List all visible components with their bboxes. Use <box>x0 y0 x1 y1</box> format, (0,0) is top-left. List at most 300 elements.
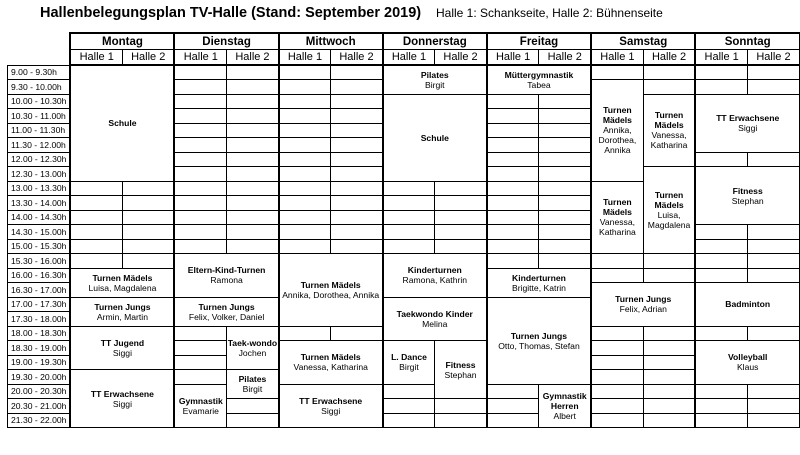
entry-trainer: Vanessa, Katharina <box>599 217 636 238</box>
empty-slot[interactable] <box>122 196 174 211</box>
entry-title: Schule <box>420 132 449 143</box>
hall-header: Halle 2 <box>122 50 174 66</box>
entry-title: Turnen Mädels <box>300 352 361 363</box>
entry-title: Turnen Mädels <box>92 272 153 283</box>
empty-slot[interactable] <box>331 225 383 240</box>
empty-slot[interactable] <box>695 65 747 80</box>
empty-slot[interactable] <box>591 65 643 80</box>
schedule-entry[interactable] <box>695 167 799 225</box>
time-slot: 12.30 - 13.00h <box>8 167 71 182</box>
empty-slot[interactable] <box>643 254 695 269</box>
entry-title: TT Erwachsene <box>90 388 154 399</box>
empty-slot[interactable] <box>331 123 383 138</box>
entry-title: Fitness <box>445 359 476 370</box>
empty-slot[interactable] <box>174 123 226 138</box>
empty-slot[interactable] <box>227 80 279 95</box>
empty-slot[interactable] <box>227 210 279 225</box>
schedule-entry[interactable] <box>70 65 174 181</box>
entry-title: Volleyball <box>727 352 768 363</box>
entry-title: Turnen Mädels <box>602 197 632 218</box>
empty-slot[interactable] <box>331 152 383 167</box>
entry-trainer: Birgit <box>399 362 419 373</box>
empty-slot[interactable] <box>383 181 435 196</box>
entry-trainer: Stephan <box>444 369 477 380</box>
schedule-entry[interactable] <box>539 384 591 428</box>
empty-slot[interactable] <box>435 239 487 254</box>
schedule-entry[interactable] <box>695 341 799 385</box>
empty-slot[interactable] <box>747 268 799 283</box>
schedule-entry[interactable] <box>383 94 487 181</box>
header <box>0 0 800 30</box>
empty-slot[interactable] <box>591 254 643 269</box>
empty-slot[interactable] <box>487 94 539 109</box>
schedule-entry[interactable] <box>643 167 695 254</box>
empty-slot[interactable] <box>174 65 226 80</box>
empty-slot[interactable] <box>227 181 279 196</box>
hall-header: Halle 2 <box>435 50 487 66</box>
entry-trainer: Felix, Adrian <box>619 304 667 315</box>
empty-slot[interactable] <box>279 225 331 240</box>
hall-header: Halle 1 <box>70 50 122 66</box>
empty-slot[interactable] <box>487 109 539 124</box>
entry-title: Eltern-Kind-Turnen <box>187 265 266 276</box>
time-slot: 11.00 - 11.30h <box>8 123 71 138</box>
schedule-entry[interactable] <box>174 297 278 326</box>
empty-slot[interactable] <box>383 196 435 211</box>
empty-slot[interactable] <box>174 239 226 254</box>
entry-title: Turnen Jungs <box>94 301 151 312</box>
empty-slot[interactable] <box>539 123 591 138</box>
empty-slot[interactable] <box>174 341 226 356</box>
entry-trainer: Albert <box>553 410 576 421</box>
time-slot: 20.30 - 21.00h <box>8 399 71 414</box>
entry-title: TT Erwachsene <box>716 113 780 123</box>
empty-slot[interactable] <box>591 370 643 385</box>
entry-title: Pilates <box>420 69 449 80</box>
time-slot: 18.00 - 18.30h <box>8 326 71 341</box>
empty-slot[interactable] <box>695 152 747 167</box>
empty-slot[interactable] <box>747 254 799 269</box>
schedule-entry[interactable] <box>70 297 174 326</box>
empty-slot[interactable] <box>591 341 643 356</box>
schedule-entry[interactable] <box>695 94 799 152</box>
day-header: Montag <box>70 33 174 50</box>
schedule-entry[interactable] <box>279 254 383 327</box>
entry-trainer: Klaus <box>736 362 759 373</box>
time-slot: 15.00 - 15.30h <box>8 239 71 254</box>
entry-trainer: Stephan <box>731 195 764 206</box>
empty-slot[interactable] <box>122 181 174 196</box>
day-header: Sonntag <box>695 33 799 50</box>
empty-slot[interactable] <box>487 399 539 414</box>
empty-slot[interactable] <box>591 399 643 414</box>
schedule-entry[interactable] <box>591 283 695 327</box>
entry-trainer: Siggi <box>738 123 758 133</box>
schedule-entry[interactable] <box>383 297 487 341</box>
time-slot: 16.00 - 16.30h <box>8 268 71 283</box>
empty-slot[interactable] <box>279 152 331 167</box>
hall-header: Halle 2 <box>331 50 383 66</box>
entry-title: Turnen Mädels <box>654 190 684 210</box>
entry-title: TT Erwachsene <box>299 395 363 406</box>
empty-slot[interactable] <box>279 123 331 138</box>
empty-slot[interactable] <box>331 109 383 124</box>
empty-slot[interactable] <box>331 196 383 211</box>
hall-header: Halle 1 <box>174 50 226 66</box>
empty-slot[interactable] <box>383 413 435 428</box>
empty-slot[interactable] <box>643 341 695 356</box>
hall-header: Halle 1 <box>279 50 331 66</box>
empty-slot[interactable] <box>487 239 539 254</box>
empty-slot[interactable] <box>435 181 487 196</box>
empty-slot[interactable] <box>331 65 383 80</box>
entry-title: L. Dance <box>391 352 427 363</box>
empty-slot[interactable] <box>174 225 226 240</box>
empty-slot[interactable] <box>539 225 591 240</box>
empty-slot[interactable] <box>539 210 591 225</box>
empty-slot[interactable] <box>643 413 695 428</box>
hall-header: Halle 2 <box>643 50 695 66</box>
entry-title: TT Jugend <box>100 337 145 348</box>
empty-slot[interactable] <box>435 196 487 211</box>
empty-slot[interactable] <box>174 181 226 196</box>
empty-slot[interactable] <box>122 254 174 269</box>
time-slot: 21.30 - 22.00h <box>8 413 71 428</box>
time-slot: 9.00 - 9.30h <box>8 65 71 80</box>
entry-title: Turnen Mädels <box>602 105 632 126</box>
empty-slot[interactable] <box>174 138 226 153</box>
schedule-entry[interactable] <box>487 297 591 384</box>
empty-slot[interactable] <box>487 384 539 399</box>
entry-title: Fitness <box>732 185 763 196</box>
empty-slot[interactable] <box>70 239 122 254</box>
schedule-entry[interactable] <box>174 384 226 428</box>
empty-slot[interactable] <box>174 94 226 109</box>
empty-slot[interactable] <box>487 210 539 225</box>
schedule-entry[interactable] <box>487 65 591 94</box>
empty-slot[interactable] <box>643 355 695 370</box>
entry-title: Taek-wondo <box>227 337 278 348</box>
empty-slot[interactable] <box>487 138 539 153</box>
time-slot: 20.00 - 20.30h <box>8 384 71 399</box>
entry-title: Gymnastik <box>178 395 223 406</box>
schedule-entry[interactable] <box>279 384 383 428</box>
day-header: Donnerstag <box>383 33 487 50</box>
empty-slot[interactable] <box>487 413 539 428</box>
empty-slot[interactable] <box>227 413 279 428</box>
entry-trainer: Siggi <box>112 398 132 409</box>
schedule-entry[interactable] <box>174 254 278 298</box>
empty-slot[interactable] <box>227 239 279 254</box>
entry-trainer: Tabea <box>527 79 551 90</box>
empty-slot[interactable] <box>747 225 799 240</box>
day-header: Mittwoch <box>279 33 383 50</box>
entry-title: Turnen Jungs <box>615 294 672 305</box>
empty-slot[interactable] <box>279 196 331 211</box>
empty-slot[interactable] <box>122 239 174 254</box>
empty-slot[interactable] <box>331 94 383 109</box>
empty-slot[interactable] <box>227 196 279 211</box>
empty-slot[interactable] <box>643 268 695 283</box>
empty-slot[interactable] <box>279 167 331 182</box>
empty-slot[interactable] <box>227 152 279 167</box>
empty-slot[interactable] <box>591 413 643 428</box>
empty-slot[interactable] <box>383 210 435 225</box>
empty-slot[interactable] <box>747 384 799 399</box>
schedule-entry[interactable] <box>70 326 174 370</box>
entry-trainer: Ramona <box>210 275 243 286</box>
empty-slot[interactable] <box>331 326 383 341</box>
empty-slot[interactable] <box>279 80 331 95</box>
schedule-table <box>7 32 800 428</box>
empty-slot[interactable] <box>487 181 539 196</box>
entry-trainer: Annika, Dorothea, Annika <box>598 125 637 156</box>
schedule-entry[interactable] <box>70 268 174 297</box>
empty-slot[interactable] <box>591 268 643 283</box>
entry-title: Turnen Jungs <box>198 301 255 312</box>
empty-slot[interactable] <box>279 210 331 225</box>
empty-slot[interactable] <box>747 239 799 254</box>
empty-slot[interactable] <box>695 80 747 95</box>
time-slot: 13.00 - 13.30h <box>8 181 71 196</box>
empty-slot[interactable] <box>539 167 591 182</box>
empty-slot[interactable] <box>279 181 331 196</box>
entry-trainer: Armin, Martin <box>96 311 148 322</box>
empty-slot[interactable] <box>122 225 174 240</box>
entry-trainer: Melina <box>422 318 448 329</box>
empty-slot[interactable] <box>747 80 799 95</box>
empty-slot[interactable] <box>174 370 226 385</box>
empty-slot[interactable] <box>174 152 226 167</box>
empty-slot[interactable] <box>227 225 279 240</box>
empty-slot[interactable] <box>227 65 279 80</box>
entry-title: Pilates <box>238 374 267 384</box>
empty-slot[interactable] <box>279 326 331 341</box>
time-slot: 14.30 - 15.00h <box>8 225 71 240</box>
entry-trainer: Luisa, Magdalena <box>88 282 157 293</box>
time-slot: 10.00 - 10.30h <box>8 94 71 109</box>
empty-slot[interactable] <box>643 65 695 80</box>
schedule-entry[interactable] <box>383 341 435 385</box>
empty-slot[interactable] <box>643 399 695 414</box>
entry-title: Turnen Mädels <box>654 110 684 131</box>
time-slot: 13.30 - 14.00h <box>8 196 71 211</box>
empty-slot[interactable] <box>539 239 591 254</box>
empty-slot[interactable] <box>331 210 383 225</box>
empty-slot[interactable] <box>695 254 747 269</box>
day-header: Dienstag <box>174 33 278 50</box>
time-slot: 12.00 - 12.30h <box>8 152 71 167</box>
empty-slot[interactable] <box>383 225 435 240</box>
empty-slot[interactable] <box>331 239 383 254</box>
empty-slot[interactable] <box>487 123 539 138</box>
empty-slot[interactable] <box>174 355 226 370</box>
entry-title: Taekwondo Kinder <box>396 308 473 319</box>
empty-slot[interactable] <box>487 152 539 167</box>
empty-slot[interactable] <box>747 413 799 428</box>
entry-trainer: Ramona, Kathrin <box>402 275 468 286</box>
empty-slot[interactable] <box>331 167 383 182</box>
empty-slot[interactable] <box>487 167 539 182</box>
entry-title: Turnen Mädels <box>300 279 361 290</box>
schedule-entry[interactable] <box>643 94 695 167</box>
empty-slot[interactable] <box>227 94 279 109</box>
schedule-entry[interactable] <box>591 80 643 182</box>
empty-slot[interactable] <box>435 399 487 414</box>
empty-slot[interactable] <box>70 210 122 225</box>
empty-slot[interactable] <box>747 152 799 167</box>
time-slot: 18.30 - 19.00h <box>8 341 71 356</box>
time-slot: 10.30 - 11.00h <box>8 109 71 124</box>
empty-slot[interactable] <box>331 138 383 153</box>
empty-slot[interactable] <box>383 239 435 254</box>
hall-header: Halle 1 <box>591 50 643 66</box>
schedule-grid <box>7 32 800 428</box>
hall-header: Halle 1 <box>383 50 435 66</box>
entry-title: Turnen Jungs <box>510 330 568 341</box>
empty-slot[interactable] <box>227 109 279 124</box>
page-subtitle: Halle 1: Schankseite, Halle 2: Bühnenseite <box>436 6 663 20</box>
time-slot: 19.30 - 20.00h <box>8 370 71 385</box>
empty-slot[interactable] <box>331 80 383 95</box>
empty-slot[interactable] <box>435 225 487 240</box>
empty-slot[interactable] <box>70 196 122 211</box>
empty-slot[interactable] <box>539 254 591 269</box>
empty-slot[interactable] <box>383 399 435 414</box>
entry-trainer: Jochen <box>238 347 267 358</box>
empty-slot[interactable] <box>591 384 643 399</box>
empty-slot[interactable] <box>695 413 747 428</box>
empty-slot[interactable] <box>487 225 539 240</box>
empty-slot[interactable] <box>539 94 591 109</box>
empty-slot[interactable] <box>591 355 643 370</box>
empty-slot[interactable] <box>695 399 747 414</box>
empty-slot[interactable] <box>695 239 747 254</box>
empty-slot[interactable] <box>643 384 695 399</box>
entry-trainer: Annika, Dorothea, Annika <box>282 289 380 300</box>
empty-slot[interactable] <box>174 210 226 225</box>
empty-slot[interactable] <box>279 65 331 80</box>
empty-slot[interactable] <box>435 413 487 428</box>
time-slot: 17.30 - 18.00h <box>8 312 71 327</box>
empty-slot[interactable] <box>227 167 279 182</box>
schedule-entry[interactable] <box>227 326 279 370</box>
empty-slot[interactable] <box>70 254 122 269</box>
schedule-entry[interactable] <box>695 283 799 327</box>
entry-trainer: Vanessa, Katharina <box>293 362 368 373</box>
empty-slot[interactable] <box>695 384 747 399</box>
time-slot: 11.30 - 12.00h <box>8 138 71 153</box>
schedule-entry[interactable] <box>70 370 174 428</box>
schedule-entry[interactable] <box>435 341 487 399</box>
entry-trainer: Felix, Volker, Daniel <box>188 311 265 322</box>
empty-slot[interactable] <box>539 109 591 124</box>
empty-slot[interactable] <box>747 65 799 80</box>
empty-slot[interactable] <box>539 138 591 153</box>
empty-slot[interactable] <box>70 225 122 240</box>
empty-slot[interactable] <box>747 399 799 414</box>
entry-title: Müttergymnastik <box>504 69 574 80</box>
entry-trainer: Evamarie <box>182 405 219 416</box>
entry-title: Badminton <box>725 299 771 310</box>
schedule-entry[interactable] <box>591 181 643 254</box>
page-title: Hallenbelegungsplan TV-Halle (Stand: September 2019) <box>40 5 422 21</box>
empty-slot[interactable] <box>435 210 487 225</box>
entry-trainer: Siggi <box>321 405 341 416</box>
schedule-entry[interactable] <box>487 268 591 297</box>
entry-trainer: Vanessa, Katharina <box>650 130 688 151</box>
empty-slot[interactable] <box>279 109 331 124</box>
schedule-entry[interactable] <box>383 254 487 298</box>
hall-header: Halle 1 <box>695 50 747 66</box>
empty-slot[interactable] <box>695 268 747 283</box>
hall-header: Halle 2 <box>747 50 799 66</box>
empty-slot[interactable] <box>591 326 643 341</box>
empty-slot[interactable] <box>122 210 174 225</box>
empty-slot[interactable] <box>227 123 279 138</box>
entry-title: Kinderturnen <box>511 272 566 283</box>
time-slot: 9.30 - 10.00h <box>8 80 71 95</box>
empty-slot[interactable] <box>643 326 695 341</box>
empty-slot[interactable] <box>279 94 331 109</box>
empty-slot[interactable] <box>227 138 279 153</box>
empty-slot[interactable] <box>70 181 122 196</box>
time-slot: 14.00 - 14.30h <box>8 210 71 225</box>
empty-slot[interactable] <box>174 80 226 95</box>
schedule-entry[interactable] <box>227 370 279 399</box>
empty-slot[interactable] <box>539 196 591 211</box>
time-slot: 19.00 - 19.30h <box>8 355 71 370</box>
empty-slot[interactable] <box>174 167 226 182</box>
entry-trainer: Siggi <box>112 347 132 358</box>
empty-slot[interactable] <box>487 196 539 211</box>
entry-trainer: Birgit <box>242 384 263 394</box>
empty-slot[interactable] <box>487 254 539 269</box>
entry-trainer: Brigitte, Katrin <box>511 282 566 293</box>
empty-slot[interactable] <box>539 152 591 167</box>
empty-slot[interactable] <box>174 326 226 341</box>
day-header: Freitag <box>487 33 591 50</box>
entry-trainer: Birgit <box>424 79 445 90</box>
day-header: Samstag <box>591 33 695 50</box>
entry-title: Gymnastik Herren <box>542 390 587 411</box>
empty-slot[interactable] <box>747 326 799 341</box>
hall-header: Halle 2 <box>539 50 591 66</box>
empty-slot[interactable] <box>331 181 383 196</box>
schedule-entry[interactable] <box>279 341 383 385</box>
hall-header: Halle 1 <box>487 50 539 66</box>
empty-slot[interactable] <box>695 225 747 240</box>
time-slot: 15.30 - 16.00h <box>8 254 71 269</box>
empty-slot[interactable] <box>227 399 279 414</box>
entry-title: Schule <box>108 118 137 129</box>
empty-slot[interactable] <box>695 326 747 341</box>
schedule-entry[interactable] <box>383 65 487 94</box>
empty-slot[interactable] <box>174 196 226 211</box>
empty-slot[interactable] <box>383 384 435 399</box>
empty-slot[interactable] <box>539 181 591 196</box>
empty-slot[interactable] <box>174 109 226 124</box>
empty-slot[interactable] <box>279 138 331 153</box>
hall-header: Halle 2 <box>227 50 279 66</box>
empty-slot[interactable] <box>643 370 695 385</box>
time-slot: 16.30 - 17.00h <box>8 283 71 298</box>
entry-title: Kinderturnen <box>407 265 462 276</box>
empty-slot[interactable] <box>279 239 331 254</box>
time-slot: 17.00 - 17.30h <box>8 297 71 312</box>
entry-trainer: Otto, Thomas, Stefan <box>498 340 580 351</box>
empty-slot[interactable] <box>643 80 695 95</box>
